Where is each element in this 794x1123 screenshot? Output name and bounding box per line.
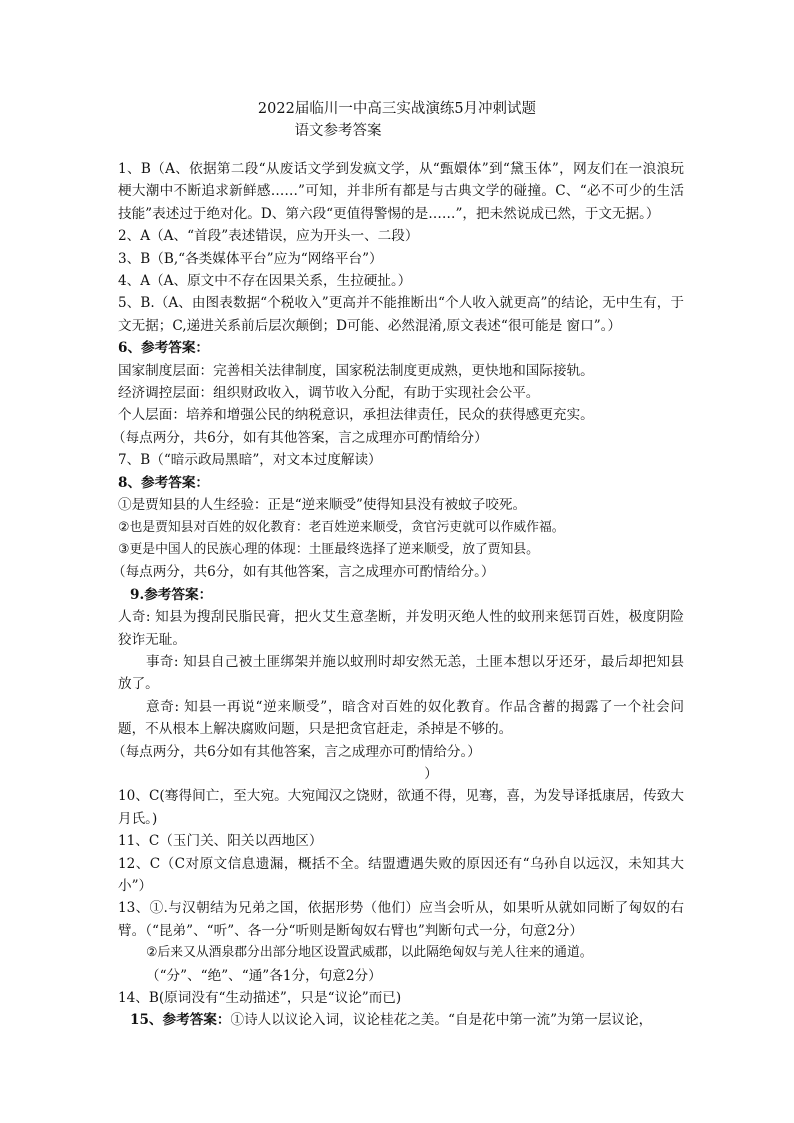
answer-q14: 14、B(原词没有“生动描述”，只是“议论”而已) [118, 990, 402, 1007]
answer-q6-line: 国家制度层面：完善相关法律制度，国家税法制度更成熟，更快地和国际接轨。 [118, 362, 594, 379]
answer-q13-line: ②后来又从酒泉郡分出部分地区设置武威郡，以此隔绝匈奴与羌人往来的通道。 [146, 945, 593, 961]
document-subtitle: 语文参考答案 [294, 123, 382, 139]
answer-q8-line: ①是贾知县的人生经验：正是“逆来顺受”使得知县没有被蚊子咬死。 [118, 497, 527, 514]
answer-q8-line: ③更是中国人的民族心理的体现：土匪最终选择了逆来顺受，放了贾知县。 [118, 541, 539, 557]
answer-q6-heading: 6、参考答案： [118, 340, 210, 357]
document-title: 2022届临川一中高三实战演练5月冲刺试题 [257, 101, 537, 117]
answer-q7: 7、B（“暗示政局黑暗”，对文本过度解读） [118, 452, 382, 469]
answer-q8-note: （每点两分，共6分，如有其他答案，言之成理亦可酌情给分。） [112, 564, 495, 581]
answer-q8-line: ②也是贾知县对百姓的奴化教育：老百姓逆来顺受，贪官污吏就可以作威作福。 [118, 519, 565, 535]
answer-q15-label: 15、参考答案： [130, 1012, 231, 1029]
answer-q2: 2、A（A、“首段”表述错误，应为开头一、二段） [118, 228, 419, 245]
answer-q9-paragraph: 人奇: 知县为搜刮民脂民膏，把火艾生意垄断，并发明灭绝人性的蚊刑来惩罚百姓，极度阴险狡诈无耻。 [118, 609, 684, 648]
answer-q9-note: （每点两分，共6分如有其他答案，言之成理亦可酌情给分。） [112, 743, 481, 760]
answer-q12: 12、C（C对原文信息遗漏，概括不全。结盟遭遇失败的原因还有“乌孙自以远汉，未知其大小”） [118, 855, 684, 894]
answer-q9-heading: 9.参考答案： [130, 586, 213, 603]
answer-q5: 5、B.（A、由图表数据“个税收入”更高并不能推断出“个人收入就更高”的结论，无中生有，于文无据；C,递进关系前后层次颠倒；D可能、必然混淆,原文表述“很可能是 窗口”。） [118, 295, 684, 334]
answer-q8-heading: 8、参考答案： [118, 474, 210, 491]
answer-q15-text: ①诗人以议论入词，议论桂花之美。“自是花中第一流”为第一层议论， [230, 1012, 653, 1029]
answer-q4: 4、A（A、原文中不存在因果关系，生拉硬扯。） [118, 273, 412, 290]
answer-q13-line: （“分”、“绝”、“通”各1分，句意2分） [146, 967, 382, 984]
answer-q6-line: 个人层面：培养和增强公民的纳税意识，承担法律责任，民众的获得感更充实。 [118, 407, 594, 424]
answer-q9-paragraph: 意奇: 知县一再说“逆来顺受”，暗含对百姓的奴化教育。作品含蓄的揭露了一个社会问题，不从根本上解决腐败问题，只是把贪官赶走，杀掉是不够的。 [118, 698, 684, 738]
answer-q10: 10、C(骞得间亡，至大宛。大宛闻汉之饶财，欲通不得，见骞，喜，为发导译抵康居，传致大月氏。) [118, 788, 684, 827]
answer-q13-line: 13、①.与汉朝结为兄弟之国，依据形势（他们）应当会听从，如果听从就如同断了匈奴的右臂。（“昆弟”、“听”、各一分“听则是断匈奴右臂也”判断句式一分，句意2分） [118, 900, 684, 939]
answer-body [112, 158, 684, 1032]
answer-q15 [118, 1009, 684, 1031]
answer-q1: 1、B（A、依据第二段“从废话文学到发疯文学，从“甄嬛体”到“黛玉体”，网友们在一浪浪玩梗大潮中不断追求新鲜感……”可知，并非所有都是与古典文学的碰撞。C、“必不可少的生活技能”表述过于绝对化。D、第六段“更值得警惕的是……”，把未然说成已然，于文无据。） [118, 161, 684, 222]
answer-q6-line: 经济调控层面：组织财政收入，调节收入分配，有助于实现社会公平。 [118, 385, 540, 402]
answer-q3: 3、B（B,“各类媒体平台”应为“网络平台”） [118, 250, 383, 267]
answer-q9-paragraph: 事奇: 知县自己被土匪绑架并施以蚊刑时却安然无恙，土匪本想以牙还牙，最后却把知县放了。 [118, 653, 684, 693]
document-header [0, 98, 794, 142]
answer-q9-paren: ） [424, 765, 438, 782]
answer-q11: 11、C（玉门关、阳关以西地区） [118, 833, 323, 850]
answer-q6-note: （每点两分，共6分，如有其他答案，言之成理亦可酌情给分） [112, 429, 488, 446]
